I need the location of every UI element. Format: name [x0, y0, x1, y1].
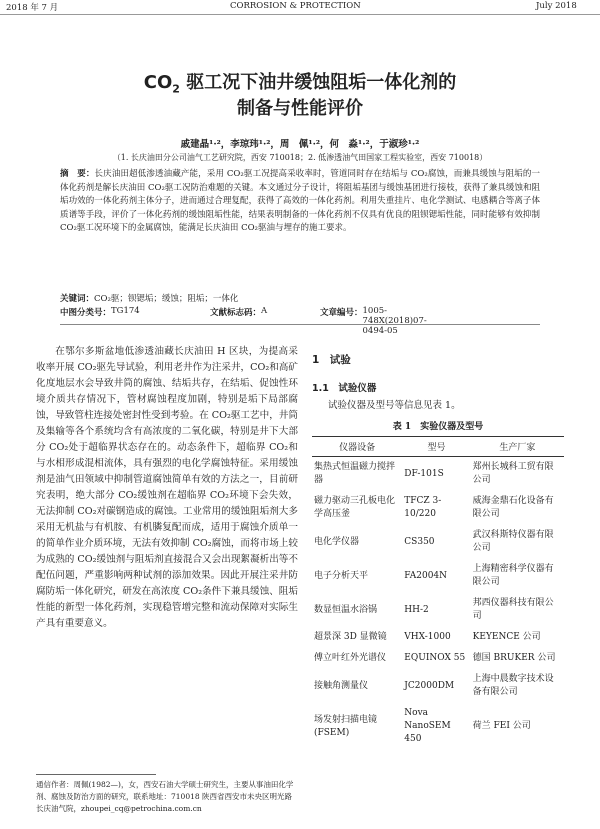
table-cell: 荷兰 FEI 公司 [472, 721, 531, 731]
header-date-en: July 2018 [536, 1, 577, 11]
table-cell: 邦西仪器科技有限公司 [472, 598, 554, 621]
table-row [312, 457, 564, 492]
section-heading: 1 试验 [312, 354, 351, 366]
footnote: 通信作者：周佩(1982—)，女，西安石油大学硕士研究生，主要从事油田化学剂、腐蚀及防治方面的研究，联系地址：710018 陕西省西安市未央区明光路长庆油气院，zhoupei_cq@petrochina.com.cn [36, 780, 294, 813]
table-cell: DF-101S [404, 468, 444, 479]
table-row [312, 648, 564, 669]
table-cell: 集热式恒温磁力搅拌器 [314, 462, 396, 485]
doc-code: A [261, 306, 268, 316]
table-row [312, 669, 564, 703]
table-row [312, 491, 564, 525]
intro-paragraph: 在鄂尔多斯盆地低渗透油藏长庆油田 H 区块，为提高采收率开展 CO₂驱先导试验，利用老井作为注采井，CO₂和高矿化度地层水会导致井筒的腐蚀、结垢共存，在结垢、促蚀性环境介质共存情况下，管材腐蚀程度加剧，特别是垢下局部腐蚀，导致管柱连接处密封性受到考验。在 CO₂驱工艺中，井筒及集输等各个系统均含有高浓度的二氧化碳，特别是井下大部分 CO₂处于超临界状态存在的。动态条件下，超临界 CO₂和与水相形成混相流体，具有强烈的电化学腐蚀特征。采用缓蚀剂是油气田领域中抑制管道腐蚀简单有效的方法之一，目前研究表明，绝大部分 CO₂缓蚀剂在超临界 CO₂环境下会失效，无法抑制 CO₂对碳钢造成的腐蚀。工业常用的缓蚀阻垢剂大多采用无机盐与有机胺、有机膦复配而成，适用于腐蚀介质单一的简单作业介质环境，无法有效抑制 CO₂腐蚀，而将市场上较为成熟的 CO₂缓蚀剂与阻垢剂直接混合又会出现絮凝析出等不配伍问题，严重影响两种试剂的添加效果。因此开展注采井防腐防垢一体化研究，研发在高浓度 CO₂条件下兼具缓蚀、阻垢性能的新型一体化药剂，实现稳管增完整和流动保障对实际生产具有重要意义。 [36, 346, 298, 629]
table-cell: 电化学仪器 [314, 536, 360, 547]
col-header: 仪器设备 [312, 437, 402, 457]
subsection-heading: 1.1 试验仪器 [312, 383, 377, 394]
table-cell: 场发射扫描电镜(FSEM) [314, 714, 378, 738]
table-cell: VHX-1000 [404, 632, 451, 642]
table-cell: FA2004N [404, 570, 448, 581]
table-cell: 接触角测量仪 [314, 680, 369, 691]
affiliation: （1. 长庆油田分公司油气工艺研究院，西安 710018；2. 低渗透油气田国家工程实验室，西安 710018） [112, 153, 488, 162]
keywords-label: 关键词： [60, 294, 95, 304]
table-cell: 磁力驱动三孔板电化学高压釜 [314, 496, 396, 519]
table-cell: JC2000DM [404, 680, 455, 691]
table-cell: 武汉科斯特仪器有限公司 [472, 530, 554, 553]
col-header: 型号 [402, 437, 470, 457]
header-journal: CORROSION & PROTECTION [230, 1, 361, 11]
header-date: 2018 年 7 月 [6, 3, 59, 13]
table-cell: 上海中晨数字技术设备有限公司 [472, 674, 554, 697]
footnote-divider [36, 774, 156, 775]
col-header: 生产厂家 [471, 437, 564, 457]
keywords [60, 292, 540, 304]
paper-title-line1: $CO_2$ 驱工况下油井缓蚀阻垢一体化剂的 [143, 72, 457, 96]
table-row [312, 627, 564, 648]
table-cell: 德国 BRUKER 公司 [472, 653, 556, 663]
table-cell: 超景深 3D 显微镜 [314, 632, 387, 642]
table-cell: 威海金鼎石化设备有限公司 [472, 496, 554, 519]
table-row [312, 559, 564, 593]
divider [60, 324, 540, 325]
table-cell: 电子分析天平 [314, 570, 369, 581]
table-cell: KEYENCE 公司 [472, 632, 541, 642]
keywords-text: CO₂驱；钡锶垢；缓蚀；阻垢；一体化 [94, 294, 239, 304]
table-row [312, 525, 564, 559]
table-cell: 上海精密科学仪器有限公司 [472, 564, 554, 587]
table-cell: EQUINOX 55 [404, 653, 466, 663]
table-cell: 郑州长城科工贸有限公司 [472, 462, 554, 485]
table-caption: 表 1 实验仪器及型号 [392, 422, 484, 432]
instrument-table [312, 436, 564, 750]
running-header [0, 0, 600, 15]
table-row [312, 593, 564, 627]
abstract [60, 168, 540, 236]
paper-title-line2: 制备与性能评价 [237, 98, 363, 119]
table-cell: CS350 [404, 536, 435, 547]
table-cell: HH-2 [404, 604, 429, 615]
table-cell: 傅立叶红外光谱仪 [314, 653, 387, 663]
table-header-row [312, 437, 564, 457]
table-cell: TFCZ 3-10/220 [404, 496, 442, 519]
authors: 戚建晶¹·²，李琼玮¹·²，周 佩¹·²，何 淼¹·²，于淑珍¹·² [180, 139, 420, 150]
abstract-text: 长庆油田超低渗透油藏产能，采用 CO₂驱工况提高采收率时，管道同时存在结垢与 CO₂腐蚀，而兼具缓蚀与阻垢的一体化药剂是解长庆油田 CO₂驱工况防治难题的关键。本文通过分子设计，将阻垢基团与缓蚀基团进行接枝，获得了兼具缓蚀和阻垢功效的一体化药剂主体分子，进而通过合理复配，获得了高效的一体化药剂。利用失重挂片、电化学测试、电感耦合等离子体质谱等手段，评价了一体化药剂的缓蚀阻垢性能，结果表明制备的一体化药剂不仅具有优良的阻钡锶垢性能，同时能够有效抑制 CO₂驱工况环境下的金属腐蚀，能满足长庆油田 CO₂驱油与埋存的施工要求。 [60, 169, 540, 233]
clc-number: TG174 [111, 306, 140, 316]
abstract-label: 摘 要： [60, 169, 95, 179]
table-row [312, 703, 564, 750]
table-cell: 数显恒温水浴锅 [314, 604, 378, 615]
article-number: 1005-748X(2018)07-0494-05 [362, 306, 427, 336]
subsection-text: 试验仪器及型号等信息见表 1。 [328, 400, 461, 411]
table-cell: Nova NanoSEM 450 [404, 708, 451, 744]
